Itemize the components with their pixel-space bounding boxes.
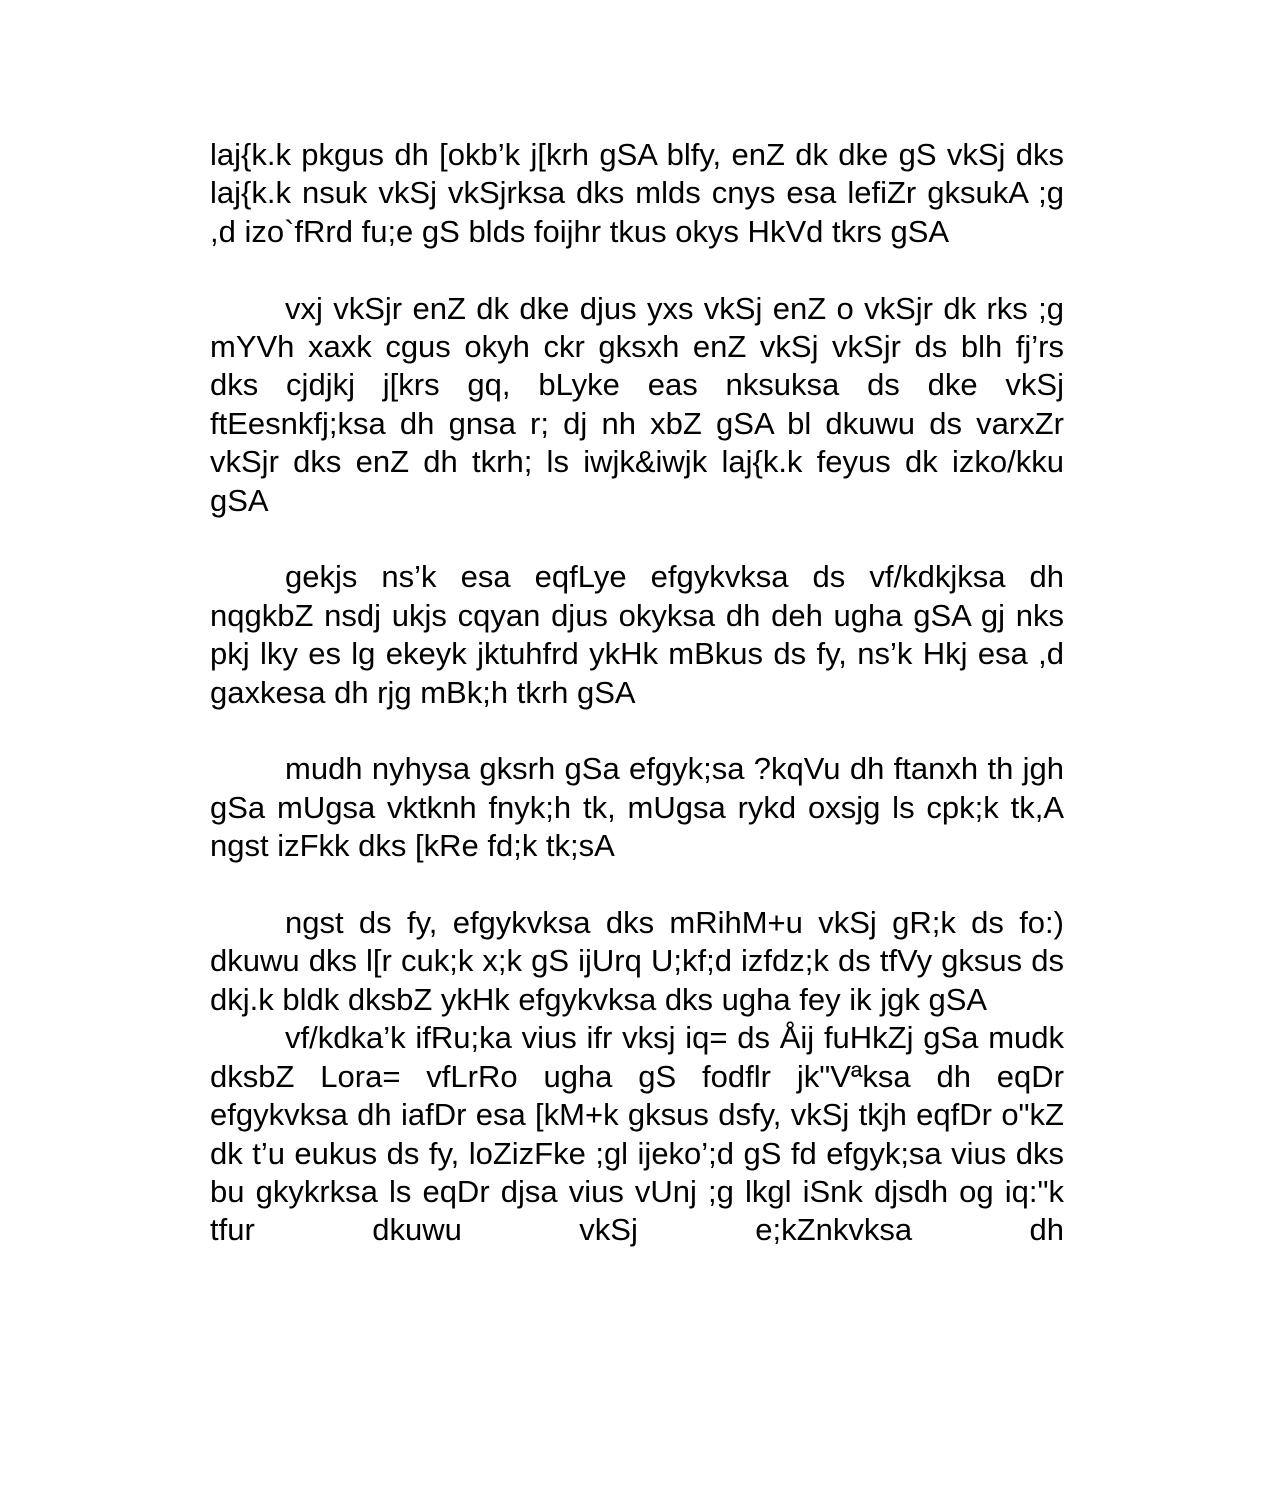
paragraph-4: mudh nyhysa gksrh gSa efgyk;sa ?kqVu dh ftanxh th jgh gSa mUgsa vktknh fnyk;h tk, mUgsa rykd oxsjg ls cpk;k tk,A ngst izFkk dks [kRe fd;k tk;sA (210, 751, 1064, 864)
paragraph-5: ngst ds fy, efgykvksa dks mRihM+u vkSj gR;k ds fo:) dkuwu dks l[r cuk;k x;k gS ijUrq U;kf;d izfdz;k ds tfVy gksus ds dkj.k bldk dksbZ ykHk efgykvksa dks ugha fey ik jgk gSA (210, 905, 1064, 1017)
paragraph-6: vf/kdka’k ifRu;ka vius ifr vksj iq= ds Åij fuHkZj gSa mudk dksbZ Lora= vfLrRo ugha gS fodflr jk"Vªksa dh eqDr efgykvksa dh iafDr esa [kM+k gksus dsfy, vkSj tkjh eqfDr o"kZ dk t’u eukus ds fy, loZizFke ;gl ijeko’;d gS fd efgyk;sa vius dks bu gkykrksa ls eqDr djsa vius vUnj ;g lkgl iSnk djsdh og iq:"k tfur dkuwu vkSj e;kZnkvksa dh (210, 1020, 1064, 1248)
document-page (210, 136, 1064, 1250)
paragraph-2: vxj vkSjr enZ dk dke djus yxs vkSj enZ o vkSjr dk rks ;g mYVh xaxk cgus okyh ckr gksxh enZ vkSj vkSjr ds blh fj’rs dks cjdjkj j[krs gq, bLyke eas nksuksa ds dke vkSj ftEesnkfj;ksa dh gnsa r; dj nh xbZ gSA bl dkuwu ds varxZr vkSjr dks enZ dh tkrh; ls iwjk&iwjk laj{k.k feyus dk izko/kku gSA (210, 290, 1064, 518)
paragraph-1: laj{k.k pkgus dh [okb’k j[krh gSA blfy, enZ dk dke gS vkSj dks laj{k.k nsuk vkSj vkSjrksa dks mlds cnys esa lefiZr gksukA ;g ,d izo`fRrd fu;e gS blds foijhr tkus okys HkVd tkrs gSA (210, 137, 1064, 249)
paragraph-3: gekjs ns’k esa eqfLye efgykvksa ds vf/kdkjksa dh nqgkbZ nsdj ukjs cqyan djus okyksa dh deh ugha gSA gj nks pkj lky es lg ekeyk jktuhfrd ykHk mBkus ds fy, ns’k Hkj esa ,d gaxkesa dh rjg mBk;h tkrh gSA (210, 559, 1064, 710)
